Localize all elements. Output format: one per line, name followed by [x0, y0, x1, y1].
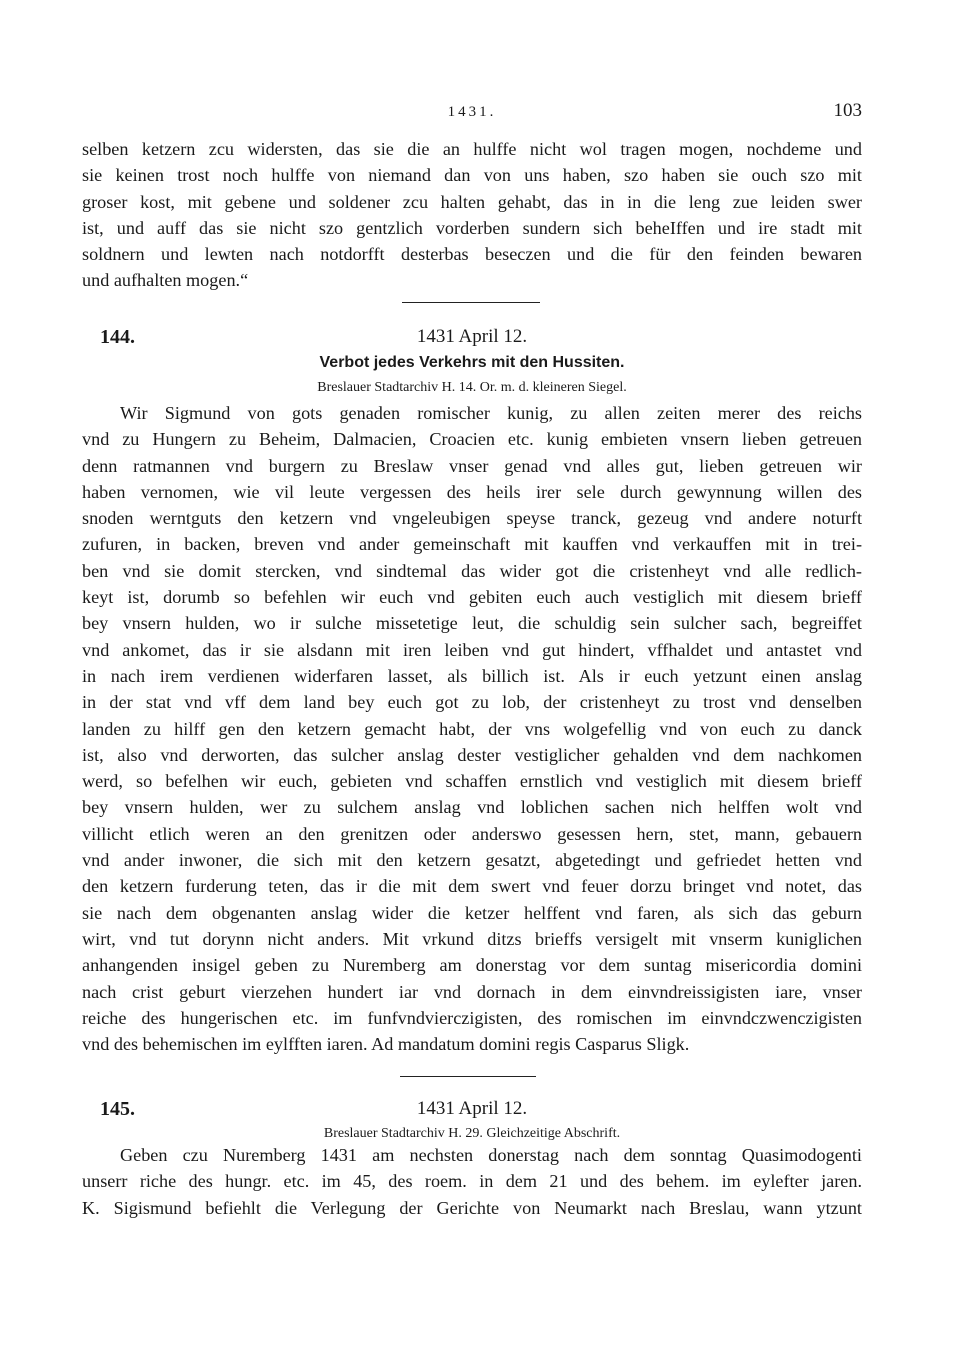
text-line: vnd zu Hungern zu Beheim, Dalmacien, Croacien etc. kunig embieten vnsern lieben getreuen	[82, 429, 862, 450]
running-title: 1431.	[447, 104, 497, 120]
text-line: in nach irem verdienen widerfaren lasset, als billich ist. Als ir euch yetzunt einen anslag	[82, 665, 862, 686]
text-line: sie nach dem obgenanten anslag wider die ketzer helffent vnd faren, als sich das geburn	[82, 902, 862, 923]
text-line: villicht etlich weren an den grenitzen oder anderswo gesessen hern, stet, mann, gebauern	[82, 823, 862, 844]
document-date-145: 1431 April 12.	[416, 1098, 528, 1119]
text-line: Wir Sigmund von gots genaden romischer kunig, zu allen zeiten merer des reichs	[120, 403, 862, 423]
text-line: vnd ander inwoner, die sich mit den ketzern gesatzt, abgetedingt und gefriedet hetten vnd	[82, 850, 862, 871]
document-date-144: 1431 April 12.	[416, 326, 528, 347]
text-line: keyt ist, dorumb so befehlen wir euch vnd gebiten euch auch vestiglich mit diesem brieff	[82, 587, 862, 608]
text-line: snoden werntguts den ketzern vnd vngeleubigen speyse tranck, gezeug vnd andere noturft	[82, 508, 862, 529]
document-body-145	[82, 1142, 862, 1221]
text-line: denn ratmannen vnd burgern zu Breslaw vnser genad vnd alles gut, lieben getreuen wir	[82, 455, 862, 476]
continued-text-block	[82, 136, 862, 294]
source-citation-145: Breslauer Stadtarchiv H. 29. Gleichzeitige Abschrift.	[323, 1126, 621, 1141]
text-line: bey vnsern hulden, wo ir sulche missetetige leut, die schuldig sein sulcher sach, begreiffet	[82, 613, 862, 634]
document-number-145: 145.	[100, 1098, 135, 1120]
section-divider	[402, 302, 540, 303]
text-line: reiche des hungerischen etc. im funfvndvierczigisten, des romischen im einvndczwenczigisten	[82, 1007, 862, 1028]
page-number: 103	[833, 100, 862, 121]
text-line: groser kost, mit gebene und soldener zcu halten gehabt, das in in die leng zue leiden swer	[82, 191, 862, 212]
document-number-144: 144.	[100, 326, 135, 348]
text-line: nach crist geburt vierzehen hundert iar vnd dornach in dem einvndreissigisten iare, vnser	[82, 981, 862, 1002]
text-line: soldnern und lewten nach notdorfft desterbas beseczen und die für den feinden bewaren	[82, 244, 862, 265]
source-citation-144: Breslauer Stadtarchiv H. 14. Or. m. d. kleineren Siegel.	[317, 380, 627, 395]
section-divider	[400, 1076, 536, 1077]
text-line: ist, und auff das sie nicht szo gentzlich vorderben sundern sich beheIffen und ire stadt mit	[82, 217, 862, 238]
document-title-144: Verbot jedes Verkehrs mit den Hussiten.	[319, 354, 625, 371]
text-line: in der stat vnd vff dem land bey euch got zu lob, der cristenheyt zu trost vnd denselben	[82, 692, 862, 713]
text-line: ben vnd sie domit stercken, vnd sindtemal das wider got die cristenheyt vnd alle redlich-	[82, 560, 862, 581]
text-line: vnd des behemischen im eylfften iaren. Ad mandatum domini regis Casparus Sligk.	[82, 1034, 690, 1055]
page-header	[82, 100, 862, 128]
document-body-144	[82, 400, 862, 1057]
text-line: sie keinen trost noch hulffe von niemand dan von uns haben, szo haben sie ouch szo mit	[82, 165, 862, 186]
text-line: haben vernomen, wie vil leute vergessen des heils irer sele durch gewynnung willen des	[82, 481, 862, 502]
text-line: selben ketzern zcu widersten, das sie die an hulffe nicht wol tragen mogen, nochdeme und	[82, 139, 862, 159]
text-line: zufuren, in backen, breven vnd ander gemeinschaft mit kauffen vnd verkauffen mit in trei-	[82, 534, 862, 555]
text-line: bey vnsern hulden, wer zu sulchem anslag vnd loblichen sachen nich helffen wolt vnd	[82, 797, 862, 818]
text-line: vnd ankomet, das ir sie alsdann mit iren leiben vnd gut hindert, vffhaldet und antastet vnd	[82, 639, 862, 660]
text-line: anhangenden insigel geben zu Nuremberg am donerstag vor dem suntag misericordia domini	[82, 955, 862, 976]
text-line: Geben czu Nuremberg 1431 am nechsten donerstag nach dem sonntag Quasimodogenti	[120, 1145, 862, 1165]
text-line: den ketzern furderung teten, das ir die mit dem swert vnd feuer dorzu bringet vnd notet, das	[82, 876, 862, 897]
text-line: werd, so befelhen wir euch, gebieten vnd schaffen ernstlich vnd vestiglich mit diesem brieff	[82, 771, 862, 792]
text-line: landen zu hilff gen den ketzern gemacht habt, der vns wolgefellig vnd von euch zu danck	[82, 718, 862, 739]
text-line: und aufhalten mogen.“	[82, 270, 249, 291]
text-line: K. Sigismund befiehlt die Verlegung der Gerichte von Neumarkt nach Breslau, wann ytzunt	[82, 1197, 862, 1218]
text-line: wirt, vnd tut dorynn nicht anders. Mit vrkund ditzs brieffs versigelt mit vnserm kuniglichen	[82, 928, 862, 949]
text-line: unserr riche des hungr. etc. im 45, des roem. in dem 21 und des behem. im eylefter jaren.	[82, 1171, 862, 1192]
text-line: ist, also vnd derworten, das sulcher anslag dester vestiglicher gehalden vnd dem nachkomen	[82, 744, 862, 765]
